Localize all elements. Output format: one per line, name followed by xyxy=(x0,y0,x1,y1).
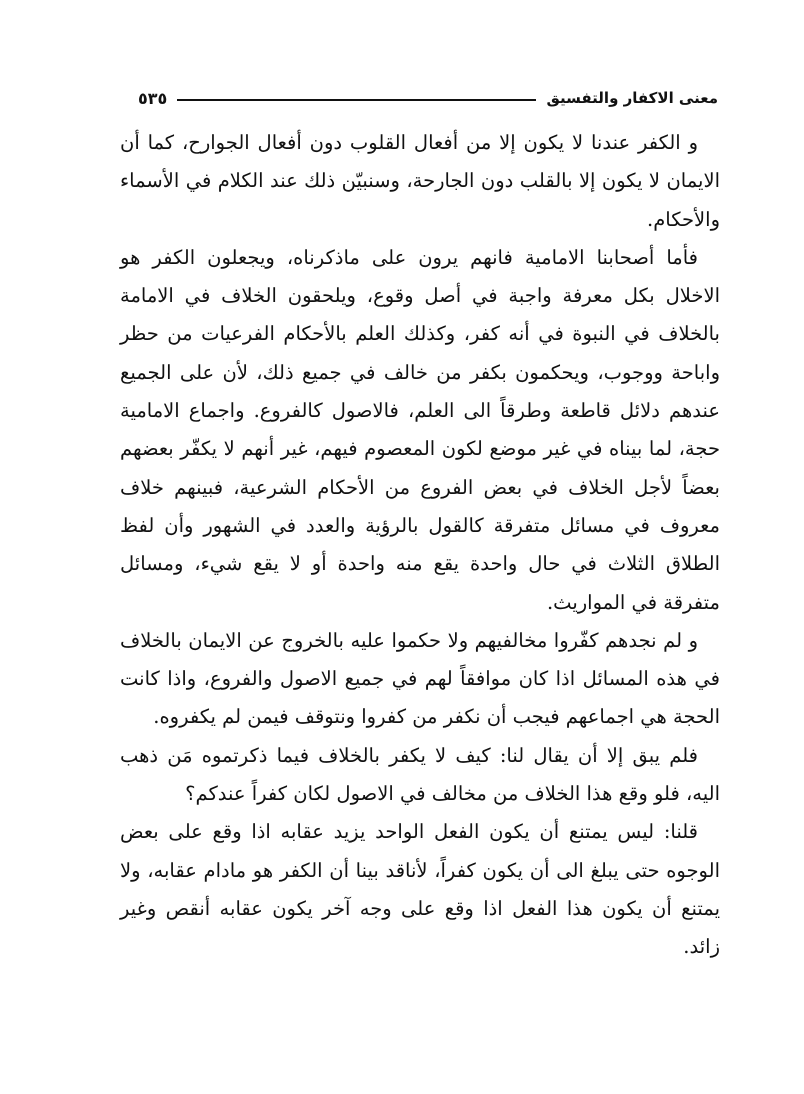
running-title: معنى الاكفار والتفسيق xyxy=(546,89,718,107)
paragraph: قلنا: ليس يمتنع أن يكون الفعل الواحد يزيد عقابه اذا وقع على بعض الوجوه حتى يبلغ الى أن يكون كفراً، لأناقد بينا أن الكفر هو مادام عقابه، ولا يمتنع أن يكون هذا الفعل اذا وقع على وجه آخر يكون عقابه أنقص وغير زائد. xyxy=(120,820,720,959)
paragraph: فلم يبق إلا أن يقال لنا: كيف لا يكفر بالخلاف فيما ذكرتموه مَن ذهب اليه، فلو وقع هذا الخلاف من مخالف في الاصول لكان كفراً عندكم؟ xyxy=(120,743,720,806)
page-number: ٥٣٥ xyxy=(138,88,168,108)
paragraph: فأما أصحابنا الامامية فانهم يرون على ماذكرناه، ويجعلون الكفر هو الاخلال بكل معرفة واجبة في أصل وقوع، ويلحقون الخلاف في الامامة بالخلاف في النبوة في أنه كفر، وكذلك العلم بالأحكام الفرعيات من حظر واباحة ووجوب، ويحكمون بكفر من خالف في جميع ذلك، لأن على الجميع عندهم دلائل قاطعة وطرقاً الى العلم، فالاصول كالفروع. واجماع الامامية حجة، لما بيناه في غير موضع لكون المعصوم فيهم، غير أنهم لا يكفّر بعضهم بعضاً لأجل الخلاف في بعض الفروع من الأحكام الشرعية، فبينهم خلاف معروف في مسائل متفرقة كالقول بالرؤية والعدد في الشهور وأن لفظ الطلاق الثلاث في حال واحدة يقع منه واحدة أو لا يقع شيء، ومسائل متفرقة في المواريث. xyxy=(120,245,720,614)
header-rule xyxy=(177,99,536,101)
paragraph: و الكفر عندنا لا يكون إلا من أفعال القلوب دون أفعال الجوارح، كما أن الايمان لا يكون إلا بالقلب دون الجارحة، وسنبيّن ذلك عند الكلام في الأسماء والأحكام. xyxy=(120,131,720,231)
paragraph: و لم نجدهم كفّروا مخالفيهم ولا حكموا عليه بالخروج عن الايمان بالخلاف في هذه المسائل اذا كان موافقاً لهم في جميع الاصول والفروع، واذا كانت الحجة هي اجماعهم فيجب أن نكفر من كفروا ونتوقف فيمن لم يكفروه. xyxy=(120,628,720,729)
running-header xyxy=(138,84,718,112)
body-text xyxy=(120,124,720,967)
